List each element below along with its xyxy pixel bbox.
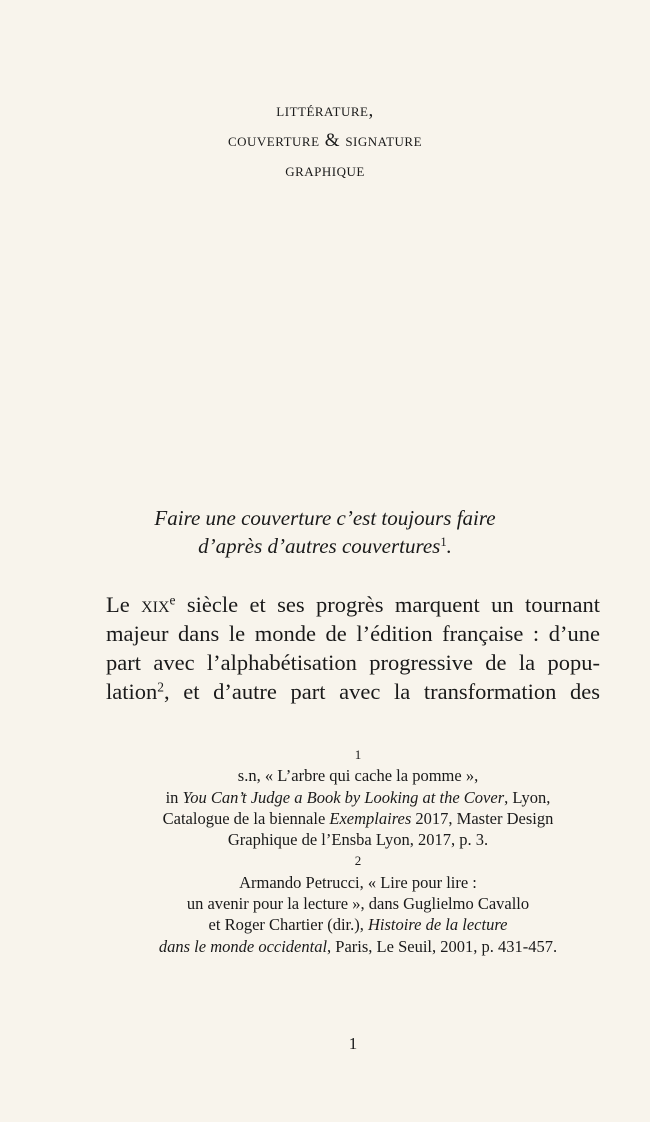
- footnotes: [0, 744, 650, 957]
- footnote-reference: 2: [157, 679, 164, 695]
- footnote-line: Armando Petrucci, « Lire pour lire :: [239, 872, 477, 892]
- footnote-title: dans le monde occidental: [158, 936, 328, 956]
- footnote-title: Exemplaires: [329, 808, 412, 828]
- century-suffix: e: [169, 592, 176, 608]
- footnote-title: Histoire de la lecture: [368, 915, 508, 935]
- epigraph-line: Faire une couverture c’est toujours faire: [154, 506, 496, 530]
- chapter-title-line: littérature,: [276, 100, 374, 121]
- footnote-line: Graphique de l’Ensba Lyon, 2017, p. 3.: [227, 830, 489, 850]
- century-numeral: xix: [141, 592, 170, 617]
- epigraph-text: d’après d’autres couvertures: [198, 534, 441, 558]
- body-text: lation: [106, 679, 158, 704]
- body-line: majeur dans le monde de l’édition française : d’une: [106, 621, 600, 646]
- body-line: [106, 677, 600, 706]
- footnote-text: Catalogue de la biennale: [162, 808, 330, 828]
- epigraph: [0, 504, 650, 560]
- footnote-text: et Roger Chartier (dir.),: [208, 915, 368, 935]
- footnote-number: 1: [354, 747, 362, 762]
- footnote-line: s.n, « L’arbre qui cache la pomme »,: [237, 766, 479, 786]
- page-number: 1: [348, 1034, 358, 1053]
- footnote-reference: 1: [440, 535, 447, 550]
- body-line: part avec l’alphabétisation progressive de la popu-: [106, 650, 600, 675]
- footnote-text: , Paris, Le Seuil, 2001, p. 431-457.: [327, 936, 558, 956]
- body-text: siècle et ses progrès marquent un tournant: [175, 592, 600, 617]
- footnote-line: un avenir pour la lecture », dans Guglielmo Cavallo: [186, 894, 530, 914]
- epigraph-period: .: [446, 534, 452, 558]
- footnote-line: [0, 787, 650, 808]
- footnote-text: 2017, Master Design: [411, 808, 554, 828]
- chapter-title: [0, 96, 650, 186]
- body-line: [106, 590, 600, 619]
- body-text: , et d’autre part avec la transformation des: [164, 679, 600, 704]
- chapter-title-line: graphique: [285, 160, 365, 181]
- footnote-line: [0, 808, 650, 829]
- footnote-line: [0, 936, 650, 957]
- chapter-title-line: couverture & signature: [227, 130, 423, 151]
- footnote-text: , Lyon,: [504, 787, 551, 807]
- body-text: Le: [106, 592, 142, 617]
- footnote-title: You Can’t Judge a Book by Looking at the Cover: [182, 787, 505, 807]
- epigraph-line: [0, 532, 650, 560]
- footnote-number: 2: [354, 853, 362, 869]
- body-paragraph: [106, 590, 600, 706]
- footnote-text: in: [165, 787, 183, 807]
- footnote-line: [0, 914, 650, 935]
